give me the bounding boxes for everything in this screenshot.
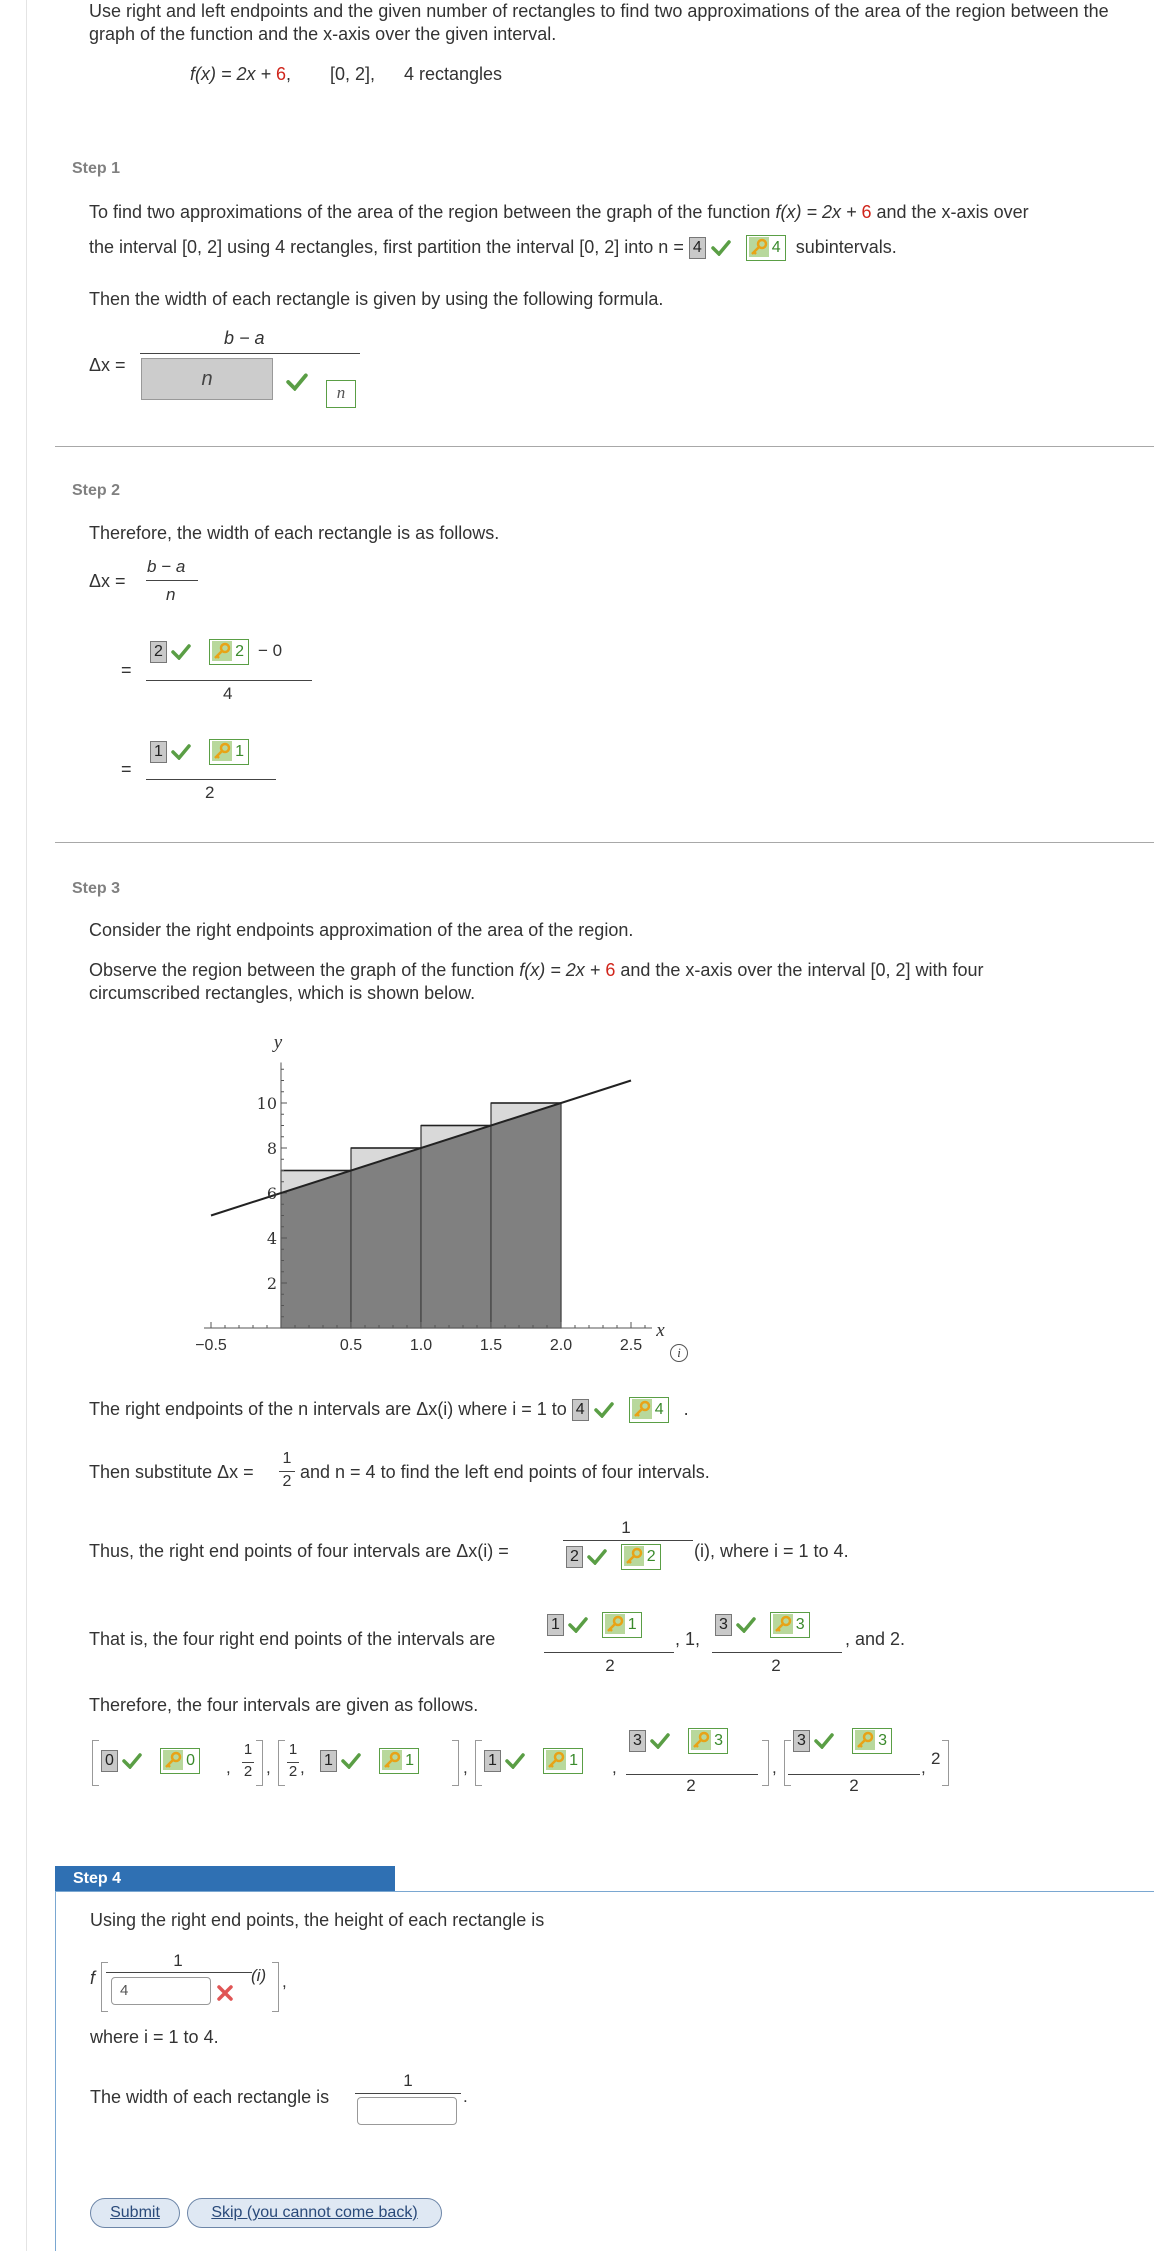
key-b-value: 2 — [235, 642, 245, 660]
key-iv1b-value: 1 — [569, 1752, 579, 1769]
y-tick-label: 2 — [266, 1274, 277, 1293]
key-icon — [605, 1614, 625, 1634]
check-icon — [122, 1753, 142, 1769]
step4-dot: . — [463, 2087, 468, 2106]
interval4-left-num — [793, 1728, 892, 1754]
key-iv3-value: 3 — [714, 1732, 724, 1749]
key-ep3-value: 3 — [795, 1616, 805, 1633]
key-icon — [546, 1750, 566, 1770]
y-axis-label: y — [273, 1032, 283, 1053]
step3-subst-b: and n = 4 to find the left end points of four intervals. — [300, 1462, 710, 1482]
check-icon — [736, 1617, 756, 1633]
key-icon — [632, 1399, 652, 1419]
step1-text-c: and the x-axis over — [871, 202, 1029, 222]
step3-line2a: Observe the region between the graph of the function — [89, 960, 520, 980]
answer-iv1: 1 — [320, 1750, 337, 1772]
key-icon — [855, 1730, 875, 1750]
step2-fraction-bar — [146, 779, 276, 780]
step1-n-input[interactable]: n — [141, 358, 273, 400]
answer-iv3: 3 — [629, 1730, 646, 1752]
step3-line2 — [89, 960, 984, 981]
x-tick-label: 0.5 — [339, 1337, 363, 1354]
check-icon — [587, 1549, 607, 1565]
y-tick-label: 8 — [266, 1139, 277, 1158]
key-icon — [382, 1750, 402, 1770]
subst-den: 2 — [282, 1473, 292, 1490]
step4-label: Step 4 — [55, 1866, 395, 1892]
info-icon[interactable]: i — [670, 1344, 688, 1362]
ep-end: , and 2. — [845, 1629, 906, 1649]
step1-label: Step 1 — [72, 160, 121, 177]
fx-comma: , — [286, 64, 292, 84]
step2-eq2: = — [121, 759, 132, 779]
check-icon — [594, 1402, 614, 1418]
step4-num: 1 — [173, 1951, 183, 1970]
answer-iv0: 0 — [101, 1750, 118, 1772]
answer-4: 4 — [572, 1399, 589, 1421]
ep1-fraction-bar — [544, 1652, 674, 1653]
riemann-chart — [180, 1030, 710, 1370]
rectangle-fill-4 — [491, 1103, 561, 1328]
key-icon — [212, 741, 232, 761]
check-icon — [505, 1753, 525, 1769]
key-icon — [163, 1750, 183, 1770]
step1-line1 — [89, 202, 1029, 223]
submit-button[interactable]: Submit — [90, 2198, 180, 2228]
step1-formula-intro: Then the width of each rectangle is given by using the following formula. — [89, 289, 664, 309]
interval1-left — [101, 1748, 200, 1774]
step1-line2 — [89, 234, 897, 261]
subst-fraction-bar — [279, 1471, 295, 1472]
step1-six: 6 — [861, 202, 872, 222]
step2-den4: 4 — [223, 684, 233, 703]
key-icon — [773, 1614, 793, 1634]
check-icon — [814, 1733, 834, 1749]
x-tick-label: 2.5 — [619, 1337, 643, 1354]
ep3-den: 2 — [771, 1656, 781, 1675]
half-den: 2 — [288, 1763, 298, 1780]
step3-that-a: That is, the four right end points of the intervals are — [89, 1629, 496, 1649]
bracket-right — [942, 1740, 949, 1786]
step4-width-text: The width of each rectangle is — [90, 2087, 330, 2107]
check-icon — [341, 1753, 361, 1769]
step3-label: Step 3 — [72, 880, 121, 897]
key-1[interactable] — [209, 739, 249, 765]
key-icon — [749, 237, 769, 257]
x-tick-label: −0.5 — [195, 1337, 227, 1354]
step1-n-key[interactable]: n — [326, 380, 356, 408]
key-2-value: 2 — [646, 1548, 656, 1565]
divider — [55, 842, 1154, 843]
step4-width-fraction-bar — [355, 2093, 461, 2094]
interval3-left — [484, 1748, 583, 1774]
answer-n: 4 — [689, 237, 706, 259]
minus-zero: − 0 — [257, 641, 283, 660]
bracket-right — [272, 1962, 279, 2012]
key-2[interactable] — [621, 1544, 661, 1570]
bracket-left — [278, 1740, 285, 1786]
step4-fraction-bar — [106, 1972, 252, 1973]
comma: , — [612, 1758, 617, 1777]
key-iv0[interactable] — [160, 1748, 200, 1774]
y-tick-label: 4 — [266, 1229, 277, 1248]
step2-dx: Δx = — [89, 571, 126, 591]
key-4[interactable] — [629, 1397, 669, 1423]
x-tick-label: 1.0 — [409, 1337, 433, 1354]
step3-thus-b: (i), where i = 1 to 4. — [694, 1541, 849, 1561]
check-icon — [286, 373, 308, 391]
key-iv0-value: 0 — [186, 1752, 196, 1769]
half-den: 2 — [243, 1763, 253, 1780]
key-iv1b[interactable] — [543, 1748, 583, 1774]
fx-constant: 6 — [276, 64, 287, 84]
step4-height-input[interactable]: 4 — [111, 1977, 211, 2005]
thus-fraction-bar — [563, 1540, 693, 1541]
key-4-value: 4 — [654, 1401, 664, 1419]
comma: , — [921, 1758, 926, 1777]
step2-den2: 2 — [205, 783, 215, 802]
thus-denominator — [566, 1544, 661, 1570]
step3-right-endpoints — [89, 1396, 689, 1423]
step2-numerator2 — [150, 739, 249, 765]
key-iv3b[interactable] — [852, 1728, 892, 1754]
x-axis-label: x — [656, 1320, 665, 1341]
answer-ep1: 1 — [547, 1614, 564, 1636]
rectangle-fill-1 — [281, 1171, 351, 1329]
step4-i: (i) — [251, 1966, 267, 1985]
key-1-value: 1 — [235, 743, 245, 760]
bracket-left — [784, 1740, 791, 1786]
step2-n: n — [166, 585, 176, 604]
endpoint3-num — [715, 1612, 810, 1638]
step1-numerator: b − a — [224, 328, 265, 348]
key-n-value: 4 — [771, 239, 781, 257]
comma: , — [226, 1758, 231, 1777]
step1-text2b: subintervals. — [795, 237, 897, 257]
half-num: 1 — [243, 1741, 253, 1758]
problem-interval: [0, 2], — [330, 64, 376, 84]
step1-text-a: To find two approximations of the area of the region between the graph of the function — [89, 202, 776, 222]
step2-numerator1 — [150, 638, 282, 665]
step1-dx: Δx = — [89, 355, 126, 375]
interval3-right-num — [629, 1728, 728, 1754]
step3-therefore: Therefore, the four intervals are given as follows. — [89, 1695, 479, 1715]
step2-fraction-bar — [146, 680, 312, 681]
thus-num: 1 — [621, 1518, 631, 1537]
check-icon — [568, 1617, 588, 1633]
step4-width-num: 1 — [403, 2071, 413, 2090]
bracket-left — [101, 1962, 108, 2012]
step2-label: Step 2 — [72, 482, 121, 499]
x-tick-label: 1.5 — [479, 1337, 503, 1354]
step4-where: where i = 1 to 4. — [90, 2027, 219, 2047]
comma: , — [300, 1758, 305, 1777]
answer-1: 1 — [150, 741, 167, 763]
step4-width-input[interactable] — [357, 2097, 457, 2125]
bracket-left — [92, 1740, 99, 1786]
key-ep3[interactable] — [770, 1612, 810, 1638]
problem-function — [190, 64, 291, 85]
left-rule — [26, 0, 27, 2251]
fx-text: f(x) = 2x + — [190, 64, 277, 84]
key-b[interactable] — [209, 639, 249, 665]
comma: , — [266, 1758, 271, 1777]
rectangle-fill-2 — [351, 1148, 421, 1328]
answer-iv3b: 3 — [793, 1730, 810, 1752]
step3-line2c: and the x-axis over the interval [0, 2] with four — [615, 960, 984, 980]
comma: , — [772, 1758, 777, 1777]
y-tick-label: 10 — [256, 1094, 277, 1113]
step2-ba: b − a — [147, 557, 186, 576]
bracket-right — [762, 1740, 769, 1786]
key-icon — [212, 641, 232, 661]
bracket-right — [256, 1740, 263, 1786]
step4-panel — [55, 1891, 1154, 2251]
divider — [55, 446, 1154, 447]
step2-eq1: = — [121, 660, 132, 680]
key-icon — [624, 1546, 644, 1566]
check-icon — [171, 644, 191, 660]
iv4-fraction-bar — [788, 1774, 920, 1775]
x-tick-label: 2.0 — [549, 1337, 573, 1354]
step3-period: . — [683, 1399, 689, 1419]
step3-fx: f(x) = 2x + — [519, 960, 606, 980]
key-icon — [691, 1730, 711, 1750]
step2-intro: Therefore, the width of each rectangle is as follows. — [89, 523, 500, 543]
answer-b: 2 — [150, 641, 167, 663]
ep1-den: 2 — [605, 1656, 615, 1675]
step1-text2a: the interval [0, 2] using 4 rectangles, first partition the interval [0, 2] into n = — [89, 237, 689, 257]
iv4-den: 2 — [849, 1776, 859, 1795]
iv3-den: 2 — [686, 1776, 696, 1795]
bracket-right — [452, 1740, 459, 1786]
problem-intro: Use right and left endpoints and the given number of rectangles to find two approximations of the area of the region between the graph of the function and the x-axis over the given interval. — [89, 1, 1109, 44]
step4-f: f — [90, 1968, 96, 1988]
check-icon — [711, 240, 731, 256]
step3-line2d: circumscribed rectangles, which is shown below. — [89, 983, 476, 1003]
key-iv3[interactable] — [688, 1728, 728, 1754]
step4-comma: , — [282, 1972, 287, 1991]
ep-mid: , 1, — [675, 1629, 701, 1649]
half-num: 1 — [288, 1741, 298, 1758]
check-icon — [171, 744, 191, 760]
step3-line1: Consider the right endpoints approximation of the area of the region. — [89, 920, 634, 940]
key-iv3b-value: 3 — [878, 1732, 888, 1749]
answer-2: 2 — [566, 1546, 583, 1568]
endpoint1-num — [547, 1612, 642, 1638]
step4-intro: Using the right end points, the height of each rectangle is — [90, 1910, 545, 1930]
problem-rectangles: 4 rectangles — [404, 64, 503, 84]
subst-num: 1 — [282, 1450, 292, 1467]
key-n[interactable] — [746, 235, 786, 261]
comma: , — [463, 1758, 468, 1777]
step1-fx: f(x) = 2x + — [775, 202, 862, 222]
interval2-right — [320, 1748, 419, 1774]
key-ep1[interactable] — [602, 1612, 642, 1638]
ep3-fraction-bar — [712, 1652, 842, 1653]
skip-button[interactable]: Skip (you cannot come back) — [187, 2198, 442, 2228]
rectangle-fill-3 — [421, 1126, 491, 1329]
key-iv1[interactable] — [379, 1748, 419, 1774]
answer-iv1b: 1 — [484, 1750, 501, 1772]
step3-subst-a: Then substitute Δx = — [89, 1462, 254, 1482]
step3-six: 6 — [605, 960, 616, 980]
interval4-right: 2 — [931, 1749, 941, 1768]
key-ep1-value: 1 — [627, 1616, 637, 1633]
step2-fraction-bar — [146, 580, 198, 581]
check-icon — [650, 1733, 670, 1749]
bracket-left — [475, 1740, 482, 1786]
iv3-fraction-bar — [626, 1774, 758, 1775]
step3-re-text: The right endpoints of the n intervals are Δx(i) where i = 1 to — [89, 1399, 572, 1419]
key-iv1-value: 1 — [405, 1752, 415, 1769]
y-tick-label: 6 — [266, 1184, 277, 1203]
step3-thus-a: Thus, the right end points of four intervals are Δx(i) = — [89, 1541, 509, 1561]
answer-ep3: 3 — [715, 1614, 732, 1636]
step1-fraction-bar — [140, 353, 360, 354]
wrong-x-icon — [216, 1984, 234, 2002]
